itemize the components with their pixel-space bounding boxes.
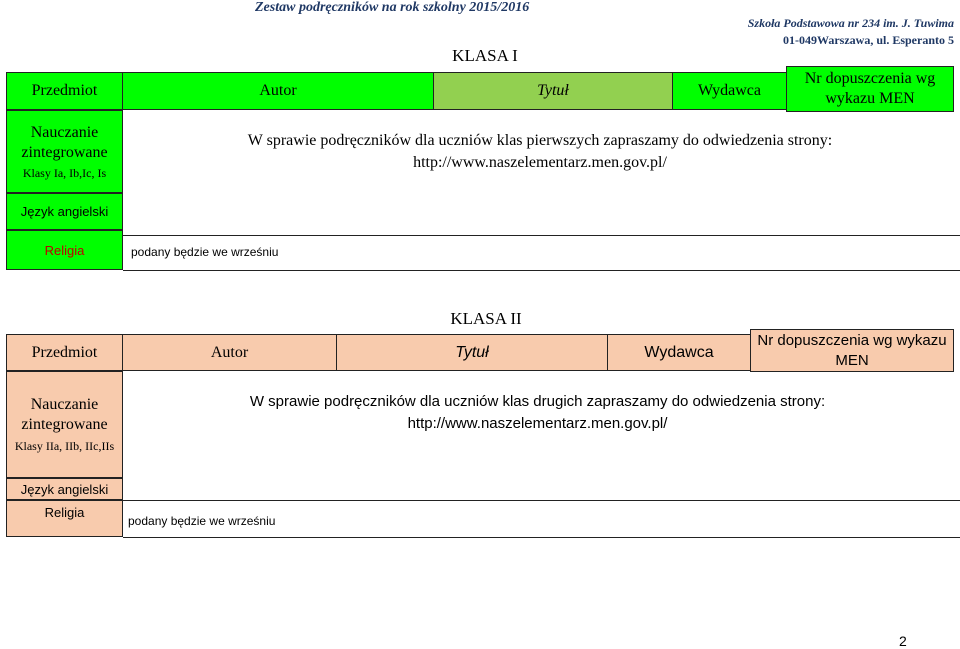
klasa1-bottom-line	[123, 270, 960, 271]
klasa1-religia-cell	[6, 230, 123, 270]
klasa1-col-wydawca: Wydawca	[673, 72, 786, 110]
klasa2-bottom-line	[123, 537, 960, 538]
klasa2-col-autor: Autor	[123, 334, 336, 371]
klasa1-col-autor: Autor	[123, 72, 433, 110]
school-street: 01-049Warszawa, ul. Esperanto 5	[783, 33, 954, 47]
klasa1-nauczanie-label: Nauczanie zintegrowane	[21, 123, 108, 161]
school-address	[748, 15, 954, 49]
document-title: Zestaw podręczników na rok szkolny 2015/2016	[255, 0, 530, 15]
klasa1-jezyk-cell: Język angielski	[6, 193, 123, 230]
school-name: Szkoła Podstawowa nr 234 im. J. Tuwima	[747, 16, 954, 30]
klasa1-religia-note: podany będzie we wrześniu	[131, 245, 279, 259]
klasa2-jezyk-cell: Język angielski	[6, 478, 123, 500]
page-number: 2	[899, 633, 907, 649]
klasa2-religia-cell: Religia	[6, 500, 123, 537]
klasa1-col-nr: Nr dopuszczenia wg wykazu MEN	[786, 66, 954, 112]
klasa1-klasy-label: Klasy Ia, Ib,Ic, Is	[22, 165, 107, 180]
klasa2-klasy-label: Klasy IIa, IIb, IIc,IIs	[14, 439, 115, 453]
klasa1-message: W sprawie podręczników dla uczniów klas pierwszych zapraszamy do odwiedzenia strony: http://www.naszelementarz.men.gov.pl/	[247, 132, 833, 171]
klasa1-col-tytul: Tytuł	[433, 72, 673, 110]
klasa2-message: W sprawie podręczników dla uczniów klas drugich zapraszamy do odwiedzenia strony: http://www.naszelementarz.men.gov.pl/	[249, 393, 826, 432]
klasa1-religia-top-line	[123, 235, 960, 236]
klasa2-col-nr: Nr dopuszczenia wg wykazu MEN	[750, 329, 954, 372]
klasa2-col-tytul: Tytuł	[336, 334, 608, 371]
klasa1-title: KLASA I	[452, 46, 518, 65]
klasa2-nauczanie-cell	[6, 371, 123, 478]
klasa1-nauczanie-cell	[6, 110, 123, 193]
klasa2-nauczanie-label: Nauczanie zintegrowane	[21, 396, 108, 433]
klasa2-religia-top-line	[123, 500, 960, 501]
klasa1-col-przedmiot: Przedmiot	[6, 72, 123, 110]
klasa2-col-wydawca: Wydawca	[608, 334, 750, 371]
klasa1-religia-label: Religia	[44, 242, 85, 258]
klasa2-religia-note: podany będzie we wrześniu	[128, 514, 276, 528]
klasa2-title: KLASA II	[450, 309, 522, 328]
klasa2-col-przedmiot: Przedmiot	[6, 334, 123, 371]
